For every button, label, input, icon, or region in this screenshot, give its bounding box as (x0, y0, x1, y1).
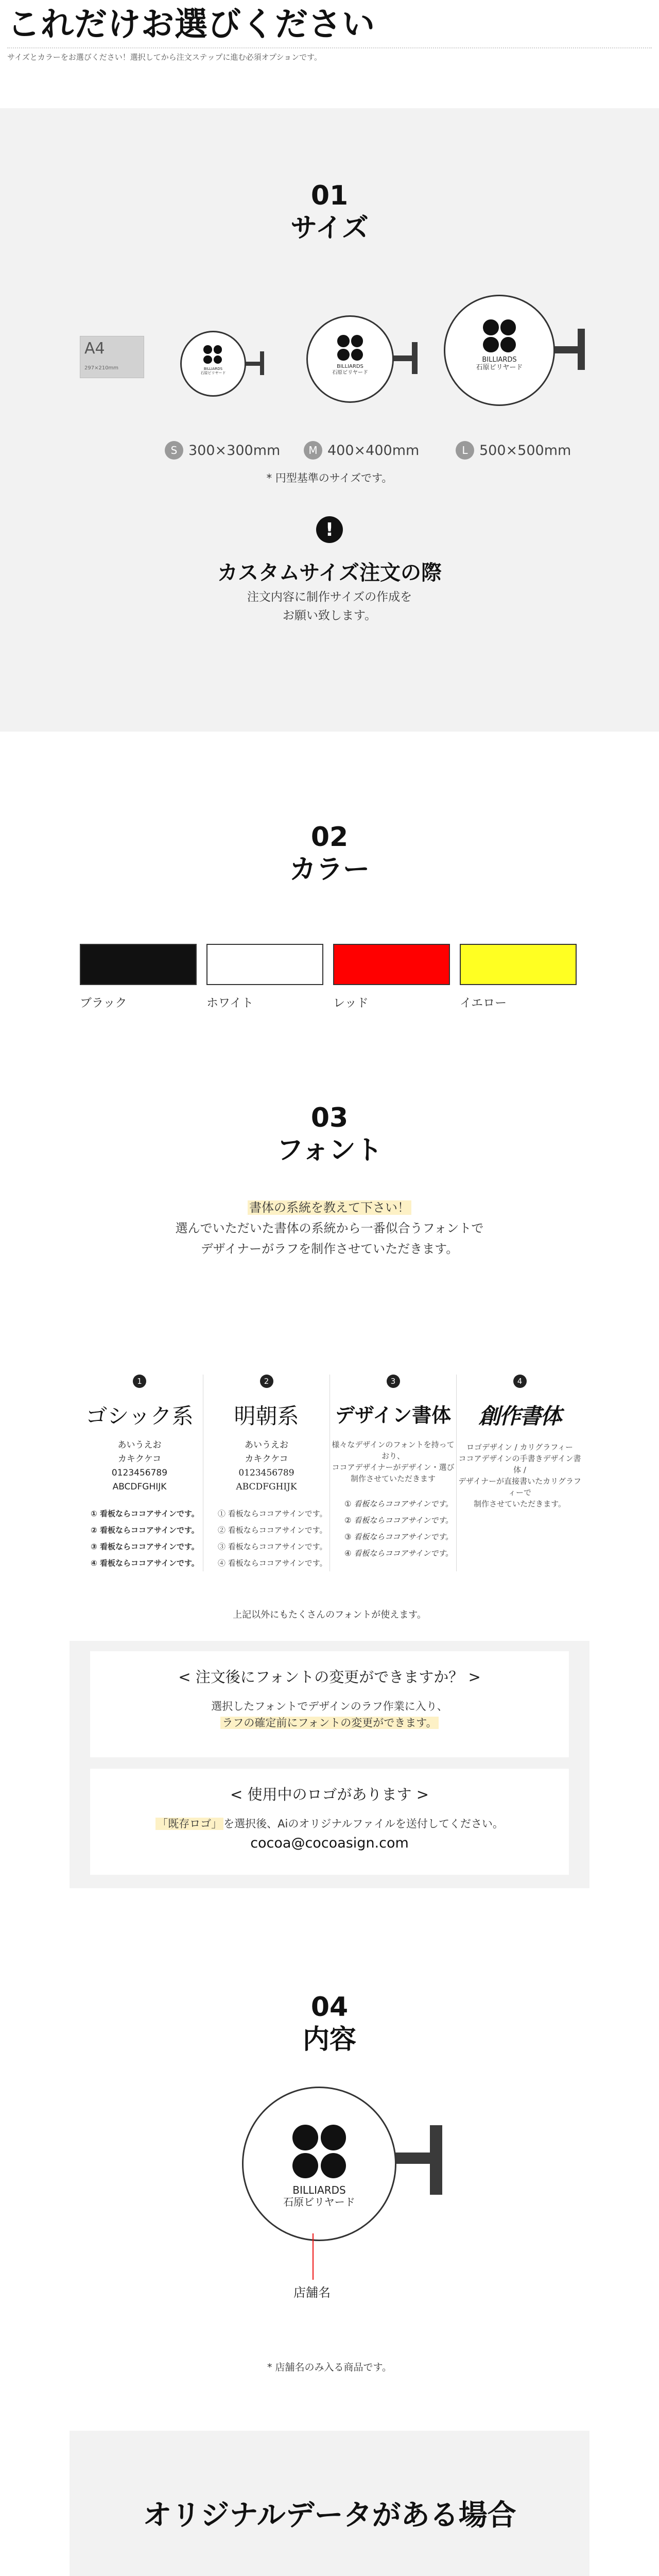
sign-large (444, 295, 593, 406)
existing-logo-body: 「既存ロゴ」 を選択後、Aiのオリジナルファイルを送付してください。 (100, 1816, 559, 1832)
store-name-label: 店舗名 (293, 2285, 331, 2300)
color-swatch (333, 944, 450, 985)
billiards-logo-icon (483, 319, 516, 352)
dotted-divider (7, 47, 652, 48)
size-badge: S (165, 441, 183, 460)
font-footer-note: 上記以外にもたくさんのフォントが使えます。 (233, 1609, 426, 1620)
color-option-white[interactable] (206, 944, 323, 1010)
font-intro: 書体の系統を教えて下さい！ 選んでいただいた書体の系統から一番似合うフォントで デザイナーがラフを制作させていただきます。 (175, 1200, 484, 1256)
font-option-name: 明朝系 (234, 1403, 299, 1429)
font-title: フォント (276, 1135, 383, 1166)
font-intro-highlight: 書体の系統を教えて下さい！ (248, 1200, 411, 1215)
color-swatch (206, 944, 323, 985)
font-option-name: デザイン書体 (335, 1404, 452, 1427)
content-sign (242, 2087, 453, 2241)
font-option-calligraphy[interactable] (456, 1375, 583, 1571)
sign-plate (412, 342, 418, 374)
sign-plate (260, 351, 264, 375)
font-section (0, 1103, 659, 1259)
a4-label: A4 (84, 340, 105, 358)
color-title: カラー (289, 854, 370, 885)
font-option-number: 2 (260, 1375, 273, 1388)
font-option-number: 3 (387, 1375, 400, 1388)
sign-text: BILLIARDS 石原ビリヤード (476, 356, 523, 371)
font-option-mincho[interactable] (203, 1375, 330, 1571)
custom-size-title: カスタムサイズ注文の際 (217, 561, 442, 585)
font-sample-lines: ① 看板ならココアサインです。 ② 看板ならココアサインです。 ③ 看板ならココアサインです。 ④ 看板ならココアサインです。 (218, 1509, 327, 1568)
billiards-logo-icon (337, 335, 363, 361)
size-section (0, 108, 659, 732)
existing-logo-box (90, 1769, 569, 1875)
font-option-name: ゴシック系 (85, 1403, 194, 1429)
color-name: ホワイト (206, 996, 254, 1010)
size-note: * 円型基準のサイズです。 (266, 472, 393, 484)
content-number: 04 (310, 1992, 349, 2023)
original-data-title: オリジナルデータがある場合 (143, 2499, 516, 2532)
size-label: 500×500mm (479, 442, 571, 459)
font-number: 03 (310, 1103, 349, 1133)
sign-medium (306, 315, 430, 403)
font-change-box (90, 1651, 569, 1757)
size-option-l[interactable] (456, 441, 571, 460)
color-number: 02 (310, 822, 349, 853)
callout-line (313, 2233, 314, 2280)
sign-circle (180, 331, 246, 397)
size-label: 300×300mm (188, 442, 281, 459)
font-option-number: 4 (513, 1375, 527, 1388)
billiards-logo-icon (203, 345, 222, 364)
color-option-black[interactable] (80, 944, 197, 1010)
color-name: イエロー (460, 996, 507, 1010)
color-swatches (80, 944, 577, 1010)
font-option-name: 創作書体 (478, 1403, 561, 1429)
billiards-logo-icon (292, 2125, 346, 2178)
font-sample-lines: ① 看板ならココアサインです。 ② 看板ならココアサインです。 ③ 看板ならココアサインです。 ④ 看板ならココアサインです。 (344, 1499, 453, 1558)
size-illustration (0, 275, 659, 459)
sign-small (180, 331, 273, 397)
contact-email[interactable]: cocoa@cocoasign.com (250, 1835, 409, 1851)
color-option-yellow[interactable] (460, 944, 577, 1010)
sign-arm (391, 2153, 432, 2164)
size-number: 01 (310, 180, 349, 211)
font-option-design[interactable] (330, 1375, 456, 1571)
original-data-panel (70, 2431, 589, 2576)
a4-reference (80, 336, 144, 378)
size-option-s[interactable] (165, 441, 280, 460)
font-option-number: 1 (133, 1375, 146, 1388)
font-change-title: < 注文後にフォントの変更ができますか？ > (178, 1668, 481, 1686)
color-name: レッド (333, 996, 369, 1010)
font-options (0, 1375, 659, 1571)
font-sample: あいうえお カキクケコ 0123456789 ABCDFGHIJK (236, 1440, 297, 1492)
exclamation-icon: ! (316, 516, 343, 543)
color-swatch (460, 944, 577, 985)
sign-arm (244, 362, 262, 366)
page-header (0, 0, 659, 108)
content-section (0, 1992, 659, 2057)
color-option-red[interactable] (333, 944, 450, 1010)
font-sample-lines: ① 看板ならココアサインです。 ② 看板ならココアサインです。 ③ 看板ならココアサインです。 ④ 看板ならココアサインです。 (91, 1509, 199, 1568)
sign-text: BILLIARDS 石原ビリヤード (200, 367, 226, 376)
size-title: サイズ (290, 213, 369, 244)
font-sample: あいうえお カキクケコ 0123456789 ABCDFGHIJK (111, 1440, 168, 1492)
color-name: ブラック (80, 996, 127, 1010)
font-option-gothic[interactable] (76, 1375, 203, 1571)
size-option-m[interactable] (304, 441, 419, 460)
font-option-desc: ロゴデザイン / カリグラフィー ココアデザインの手書きデザイン書体 / デザイナーが直接書いたカリグラフィーで 制作させていただきます。 (458, 1443, 581, 1509)
sign-text: BILLIARDS 石原ビリヤード (283, 2184, 355, 2208)
content-note: * 店舗名のみ入る商品です。 (267, 2362, 392, 2373)
page-subtitle: サイズとカラーをお選びください！選択してから注文ステップに進む必須オプションです。 (7, 53, 322, 62)
font-change-body: 選択したフォントでデザインのラフ作業に入り、 ラフの確定前にフォントの変更ができます。 (211, 1700, 448, 1729)
size-label: 400×400mm (327, 442, 420, 459)
existing-logo-title: < 使用中のロゴがあります > (230, 1786, 429, 1803)
content-title: 内容 (302, 2024, 356, 2055)
font-info-panel (70, 1641, 589, 1888)
size-badge: M (304, 441, 322, 460)
custom-size-body: 注文内容に制作サイズの作成を お願い致します。 (247, 590, 412, 622)
font-option-desc: 様々なデザインのフォントを持っており、 ココアデザイナーがデザイン・選び 制作させていただきます (332, 1440, 455, 1483)
sign-plate (578, 329, 585, 370)
a4-size: 297×210mm (84, 365, 119, 371)
color-swatch (80, 944, 197, 985)
sign-text: BILLIARDS 石原ビリヤード (332, 364, 368, 376)
page-title: これだけお選びください (7, 6, 375, 44)
sign-plate (430, 2125, 442, 2195)
size-badge: L (456, 441, 474, 460)
